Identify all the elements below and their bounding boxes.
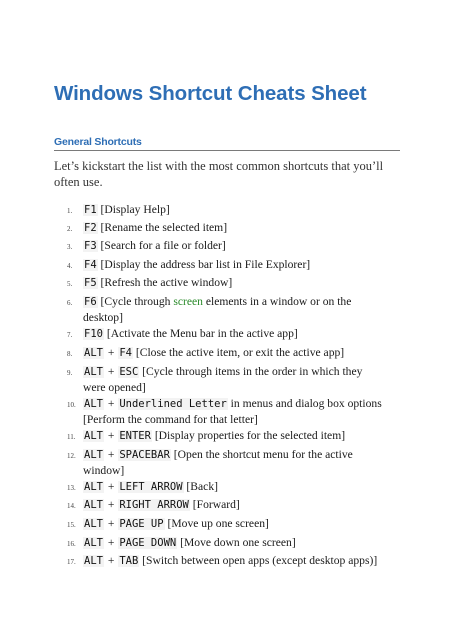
shortcut-key: ALT: [84, 398, 103, 410]
shortcut-key: ALT: [84, 499, 103, 511]
list-item-number: 17.: [67, 558, 76, 566]
shortcut-description: [Activate the Menu bar in the active app]: [103, 327, 298, 340]
shortcut-description: [Switch between open apps (except desktop apps)]: [139, 554, 378, 567]
plus-sign: +: [104, 480, 118, 493]
list-item: [67, 516, 383, 532]
list-item: [67, 257, 383, 273]
list-item: [67, 535, 383, 551]
shortcut-description: [Display properties for the selected item]: [151, 429, 346, 442]
shortcut-key: SPACEBAR: [119, 449, 170, 461]
list-item-number: 13.: [67, 484, 76, 492]
shortcut-description: [Search for a file or folder]: [97, 239, 226, 252]
list-item: [67, 497, 383, 513]
shortcut-description: [Close the active item, or exit the active app]: [132, 346, 345, 359]
shortcut-key: F5: [84, 277, 97, 289]
shortcut-key: F2: [84, 222, 97, 234]
shortcut-key: TAB: [119, 555, 139, 567]
shortcut-key: ESC: [119, 366, 139, 378]
shortcut-key: F1: [84, 204, 97, 216]
list-item-number: 6.: [67, 299, 73, 307]
shortcut-key: ALT: [84, 555, 103, 567]
plus-sign: +: [104, 346, 118, 359]
list-item: [67, 428, 383, 444]
page-title: Windows Shortcut Cheats Sheet: [54, 82, 367, 105]
list-item: [67, 202, 383, 218]
shortcut-key: ALT: [84, 347, 103, 359]
list-item: [67, 364, 383, 396]
plus-sign: +: [104, 498, 118, 511]
shortcut-key: LEFT ARROW: [119, 481, 183, 493]
list-item: [67, 275, 383, 291]
shortcut-description: in menus and dialog box options [Perform the command for that letter]: [83, 397, 382, 426]
shortcut-description: [Move up one screen]: [164, 517, 269, 530]
intro-paragraph: Let’s kickstart the list with the most common shortcuts that you’ll often use.: [54, 159, 384, 189]
shortcut-description: [Rename the selected item]: [97, 221, 228, 234]
list-item-number: 3.: [67, 243, 73, 251]
shortcut-description: [Refresh the active window]: [97, 276, 233, 289]
plus-sign: +: [104, 536, 118, 549]
list-item-number: 10.: [67, 401, 76, 409]
shortcut-key: Underlined Letter: [119, 398, 227, 410]
shortcut-description: [Forward]: [189, 498, 240, 511]
list-item-number: 8.: [67, 350, 73, 358]
list-item: [67, 238, 383, 254]
plus-sign: +: [104, 429, 118, 442]
list-item: [67, 220, 383, 236]
list-item-number: 4.: [67, 262, 73, 270]
shortcut-key: PAGE DOWN: [119, 537, 177, 549]
list-item-number: 11.: [67, 433, 76, 441]
shortcut-description: [Back]: [183, 480, 218, 493]
shortcut-key: F3: [84, 240, 97, 252]
list-item: [67, 553, 383, 569]
list-item-number: 1.: [67, 207, 73, 215]
section-heading: General Shortcuts: [54, 136, 400, 151]
shortcut-description: [Open the shortcut menu for the active window]: [83, 448, 353, 477]
list-item-number: 7.: [67, 331, 73, 339]
shortcut-key: ALT: [84, 537, 103, 549]
shortcut-key: ALT: [84, 518, 103, 530]
list-item: [67, 479, 383, 495]
shortcut-description: [Cycle through screen elements in a window or on the desktop]: [83, 295, 352, 324]
highlighted-word: screen: [173, 295, 203, 308]
shortcut-key: F10: [84, 328, 103, 340]
list-item: [67, 326, 383, 342]
list-item: [67, 345, 383, 361]
plus-sign: +: [104, 554, 118, 567]
list-item: [67, 447, 383, 479]
list-item-number: 15.: [67, 521, 76, 529]
list-item-number: 16.: [67, 540, 76, 548]
shortcut-description: [Cycle through items in the order in which they were opened]: [83, 365, 363, 394]
shortcut-key: ENTER: [119, 430, 151, 442]
shortcut-description: [Display the address bar list in File Explorer]: [97, 258, 311, 271]
plus-sign: +: [104, 397, 118, 410]
plus-sign: +: [104, 365, 118, 378]
plus-sign: +: [104, 517, 118, 530]
list-item: [67, 294, 383, 326]
list-item-number: 2.: [67, 225, 73, 233]
shortcut-key: PAGE UP: [119, 518, 164, 530]
shortcut-key: ALT: [84, 430, 103, 442]
shortcut-key: F4: [84, 259, 97, 271]
shortcut-key: ALT: [84, 366, 103, 378]
list-item-number: 12.: [67, 452, 76, 460]
list-item: [67, 396, 383, 428]
shortcut-key: RIGHT ARROW: [119, 499, 189, 511]
shortcut-key: ALT: [84, 449, 103, 461]
shortcut-key: F4: [119, 347, 132, 359]
list-item-number: 14.: [67, 502, 76, 510]
list-item-number: 5.: [67, 280, 73, 288]
shortcut-key: ALT: [84, 481, 103, 493]
plus-sign: +: [104, 448, 118, 461]
shortcut-description: [Display Help]: [97, 203, 170, 216]
list-item-number: 9.: [67, 369, 73, 377]
shortcut-description: [Move down one screen]: [177, 536, 296, 549]
shortcut-key: F6: [84, 296, 97, 308]
